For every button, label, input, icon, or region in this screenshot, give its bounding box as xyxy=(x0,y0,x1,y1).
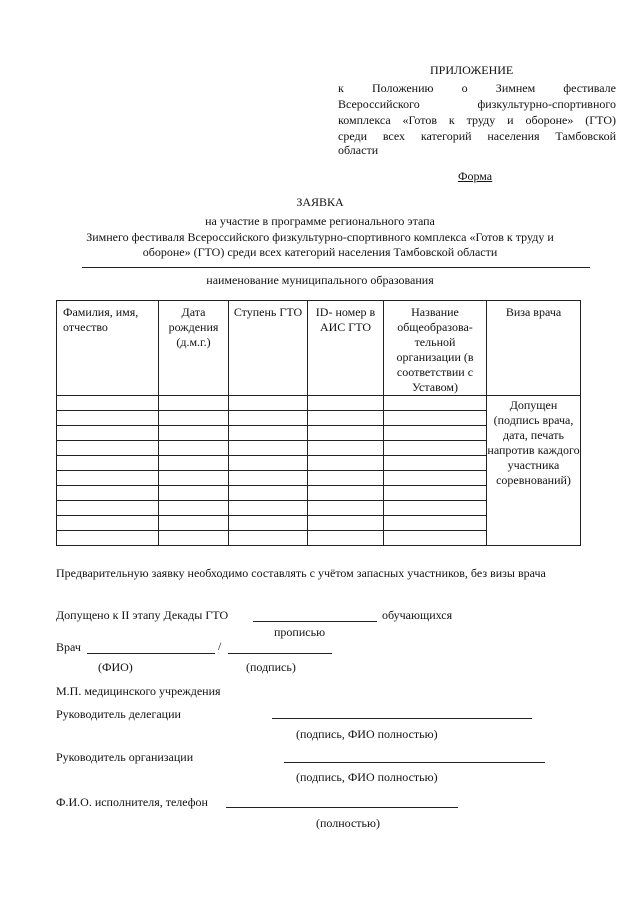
table-header-row xyxy=(57,301,581,396)
table-cell[interactable] xyxy=(308,441,384,456)
application-subtitle-1: на участие в программе регионального этапа xyxy=(205,214,435,228)
table-cell[interactable] xyxy=(159,531,229,546)
table-cell[interactable] xyxy=(229,411,308,426)
table-cell[interactable] xyxy=(57,396,159,411)
table-cell[interactable] xyxy=(308,516,384,531)
doctor-slash: / xyxy=(218,639,222,653)
table-cell[interactable] xyxy=(384,516,487,531)
table-cell[interactable] xyxy=(384,456,487,471)
doctor-visa-cell: Допущен (подпись врача, дата, печать напротив каждого участника соревнований) xyxy=(487,396,581,546)
appendix-line-1: к Положению о Зимнем фестивале xyxy=(338,81,616,95)
table-cell[interactable] xyxy=(384,441,487,456)
table-cell[interactable] xyxy=(57,486,159,501)
table-cell[interactable] xyxy=(57,501,159,516)
table-cell[interactable] xyxy=(229,471,308,486)
appendix-line-5: области xyxy=(338,143,379,157)
application-subtitle-3: обороне» (ГТО) среди всех категорий населения Тамбовской области xyxy=(142,245,498,259)
table-cell[interactable] xyxy=(384,396,487,411)
doctor-fio-line[interactable] xyxy=(87,653,215,654)
admitted-caption: прописью xyxy=(274,625,326,639)
table-cell[interactable] xyxy=(159,396,229,411)
table-cell[interactable] xyxy=(159,501,229,516)
header-doctor-visa: Виза врача xyxy=(487,301,581,396)
application-title: ЗАЯВКА xyxy=(296,195,344,209)
org-head-label: Руководитель организации xyxy=(56,750,194,764)
header-birth-date: Дата рождения (д.м.г.) xyxy=(159,301,229,396)
table-cell[interactable] xyxy=(384,501,487,516)
table-cell[interactable] xyxy=(229,456,308,471)
table-cell[interactable] xyxy=(159,441,229,456)
municipality-caption: наименование муниципального образования xyxy=(206,273,434,287)
table-cell[interactable] xyxy=(229,441,308,456)
table-cell[interactable] xyxy=(308,501,384,516)
table-cell[interactable] xyxy=(159,486,229,501)
table-cell[interactable] xyxy=(229,426,308,441)
appendix-title: ПРИЛОЖЕНИЕ xyxy=(430,63,514,77)
table-cell[interactable] xyxy=(57,426,159,441)
table-cell[interactable] xyxy=(308,426,384,441)
table-cell[interactable] xyxy=(229,531,308,546)
table-cell[interactable] xyxy=(57,471,159,486)
table-cell[interactable] xyxy=(57,411,159,426)
delegation-head-label: Руководитель делегации xyxy=(56,707,181,721)
appendix-line-3: комплекса «Готов к труду и обороне» (ГТО) xyxy=(338,113,616,127)
table-cell[interactable] xyxy=(384,471,487,486)
table-cell[interactable] xyxy=(229,486,308,501)
table-cell[interactable] xyxy=(159,456,229,471)
executor-label: Ф.И.О. исполнителя, телефон xyxy=(56,795,208,809)
table-cell[interactable] xyxy=(159,411,229,426)
table-row xyxy=(57,396,581,411)
table-cell[interactable] xyxy=(57,531,159,546)
table-cell[interactable] xyxy=(229,516,308,531)
participants-table xyxy=(56,300,581,546)
table-cell[interactable] xyxy=(384,486,487,501)
header-full-name: Фамилия, имя, отчество xyxy=(57,301,159,396)
delegation-head-line[interactable] xyxy=(272,718,532,719)
table-cell[interactable] xyxy=(159,471,229,486)
org-head-caption: (подпись, ФИО полностью) xyxy=(296,770,438,784)
header-organization: Название общеобразова- тельной организации (в соответствии с Уставом) xyxy=(384,301,487,396)
reserve-note: Предварительную заявку необходимо составлять с учётом запасных участников, без визы врача xyxy=(56,566,546,580)
table-cell[interactable] xyxy=(159,426,229,441)
table-cell[interactable] xyxy=(308,531,384,546)
admitted-count-line[interactable] xyxy=(253,621,377,622)
table-cell[interactable] xyxy=(384,531,487,546)
table-cell[interactable] xyxy=(308,456,384,471)
doctor-sign-caption: (подпись) xyxy=(246,660,296,674)
stamp-label: М.П. медицинского учреждения xyxy=(56,684,221,698)
table-cell[interactable] xyxy=(57,441,159,456)
table-cell[interactable] xyxy=(308,471,384,486)
appendix-line-4: среди всех категорий населения Тамбовской xyxy=(338,129,616,143)
header-gto-level: Ступень ГТО xyxy=(229,301,308,396)
doctor-label: Врач xyxy=(56,640,81,654)
application-subtitle-2: Зимнего фестиваля Всероссийского физкультурно-спортивного комплекса «Готов к труду и xyxy=(86,230,554,244)
executor-line[interactable] xyxy=(226,807,458,808)
table-cell[interactable] xyxy=(229,501,308,516)
org-head-line[interactable] xyxy=(284,762,545,763)
table-cell[interactable] xyxy=(384,426,487,441)
admitted-suffix: обучающихся xyxy=(382,608,453,622)
admitted-label: Допущено к II этапу Декады ГТО xyxy=(56,608,229,622)
appendix-line-2: Всероссийского физкультурно-спортивного xyxy=(338,97,616,111)
table-cell[interactable] xyxy=(57,516,159,531)
table-cell[interactable] xyxy=(229,396,308,411)
doctor-fio-caption: (ФИО) xyxy=(98,660,133,674)
delegation-head-caption: (подпись, ФИО полностью) xyxy=(296,727,438,741)
table-cell[interactable] xyxy=(159,516,229,531)
table-cell[interactable] xyxy=(308,486,384,501)
table-cell[interactable] xyxy=(384,411,487,426)
municipality-line xyxy=(82,267,590,268)
table-cell[interactable] xyxy=(308,411,384,426)
executor-caption: (полностью) xyxy=(316,816,380,830)
form-label: Форма xyxy=(458,169,493,183)
doctor-sign-line[interactable] xyxy=(228,653,332,654)
header-ais-id: ID- номер в АИС ГТО xyxy=(308,301,384,396)
table-cell[interactable] xyxy=(308,396,384,411)
table-cell[interactable] xyxy=(57,456,159,471)
